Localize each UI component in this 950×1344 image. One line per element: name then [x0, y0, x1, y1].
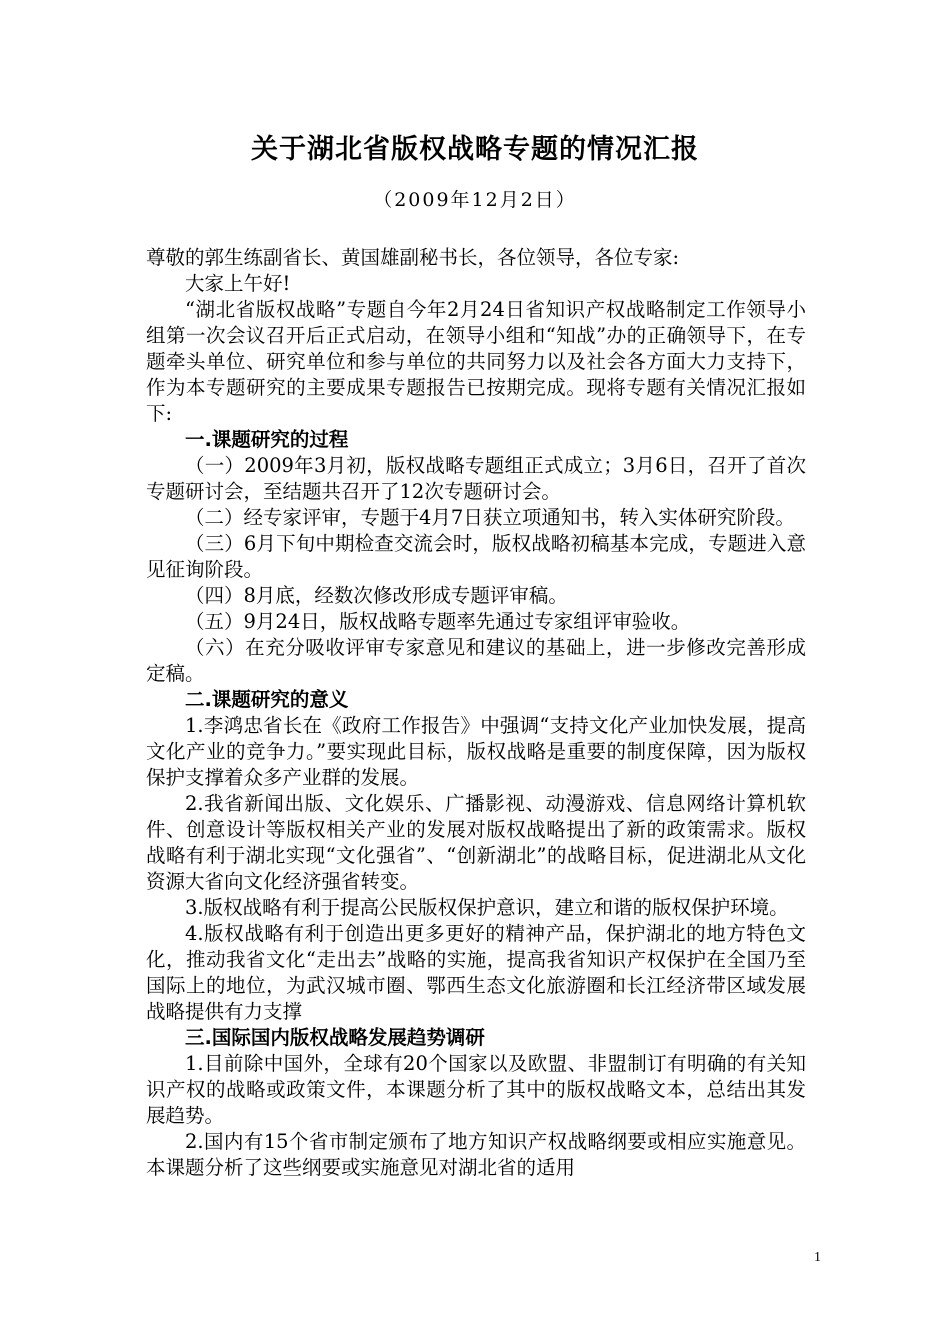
section-heading: 三.国际国内版权战略发展趋势调研 — [185, 1026, 485, 1049]
paragraph: 1.李鸿忠省长在《政府工作报告》中强调“支持文化产业加快发展，提高文化产业的竞争力。”要实现此目标，版权战略是重要的制度保障，因为版权保护支撑着众多产业群的发展。 — [146, 714, 806, 789]
paragraph: （五）9月24日，版权战略专题率先通过专家组评审验收。 — [185, 610, 691, 633]
page-number: 1 — [814, 1250, 821, 1265]
section-heading: 一.课题研究的过程 — [185, 428, 349, 451]
intro-paragraph: “湖北省版权战略”专题自今年2月24日省知识产权战略制定工作领导小组第一次会议召开后正式启动，在领导小组和“知战”办的正确领导下，在专题牵头单位、研究单位和参与单位的共同努力以及社会各方面大力支持下，作为本专题研究的主要成果专题报告已按期完成。现将专题有关情况汇报如下: — [146, 298, 806, 425]
paragraph: （四）8月底，经数次修改形成专题评审稿。 — [185, 584, 568, 607]
paragraph: 2.国内有15个省市制定颁布了地方知识产权战略纲要或相应实施意见。本课题分析了这些纲要或实施意见对湖北省的适用 — [146, 1130, 806, 1179]
paragraph: （一）2009年3月初，版权战略专题组正式成立；3月6日，召开了首次专题研讨会，至结题共召开了12次专题研讨会。 — [146, 454, 806, 503]
document-date: （2009年12月2日） — [373, 189, 577, 211]
paragraph: 4.版权战略有利于创造出更多更好的精神产品，保护湖北的地方特色文化，推动我省文化“走出去”战略的实施，提高我省知识产权保护在全国乃至国际上的地位，为武汉城市圈、鄂西生态文化旅游圈和长江经济带区域发展战略提供有力支撑 — [146, 922, 806, 1023]
paragraph: 2.我省新闻出版、文化娱乐、广播影视、动漫游戏、信息网络计算机软件、创意设计等版权相关产业的发展对版权战略提出了新的政策需求。版权战略有利于湖北实现“文化强省”、“创新湖北”的战略目标，促进湖北从文化资源大省向文化经济强省转变。 — [146, 792, 806, 893]
document-body — [146, 245, 806, 1181]
salutation: 尊敬的郭生练副省长、黄国雄副秘书长，各位领导，各位专家: — [146, 246, 680, 269]
greeting: 大家上午好! — [185, 272, 291, 295]
section-heading: 二.课题研究的意义 — [185, 688, 349, 711]
paragraph: （三）6月下旬中期检查交流会时，版权战略初稿基本完成，专题进入意见征询阶段。 — [146, 532, 806, 581]
paragraph: 1.目前除中国外，全球有20个国家以及欧盟、非盟制订有明确的有关知识产权的战略或政策文件，本课题分析了其中的版权战略文本，总结出其发展趋势。 — [146, 1052, 806, 1127]
paragraph: （六）在充分吸收评审专家意见和建议的基础上，进一步修改完善形成定稿。 — [146, 636, 806, 685]
paragraph: 3.版权战略有利于提高公民版权保护意识，建立和谐的版权保护环境。 — [185, 896, 789, 919]
paragraph: （二）经专家评审，专题于4月7日获立项通知书，转入实体研究阶段。 — [185, 506, 795, 529]
document-title: 关于湖北省版权战略专题的情况汇报 — [251, 134, 699, 165]
